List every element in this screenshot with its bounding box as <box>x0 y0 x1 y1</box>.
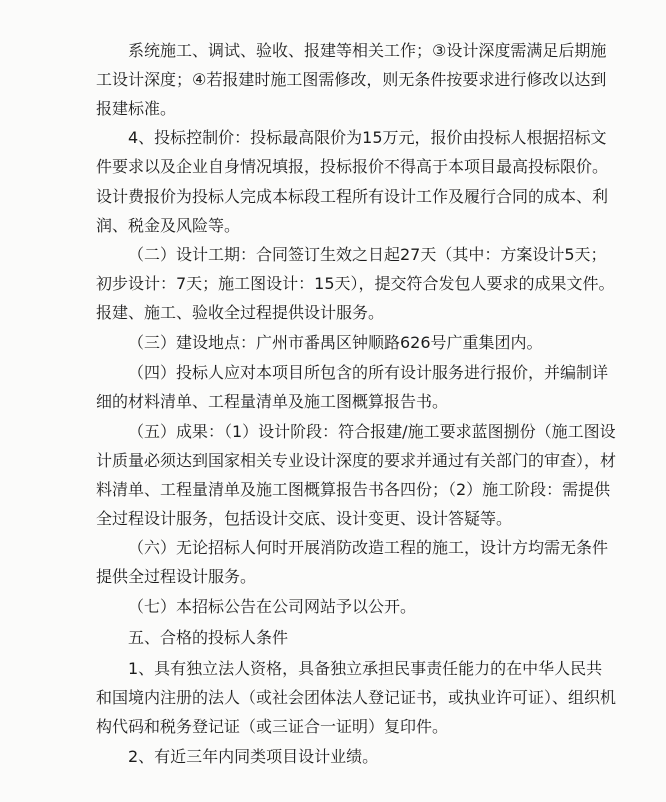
paragraph-public-announcement: （七）本招标公告在公司网站予以公开。 <box>128 597 417 617</box>
paragraph-project-experience: 2、有近三年内同类项目设计业绩。 <box>128 746 379 766</box>
paragraph-legal-person-qualification: 1、具有独立法人资格，具备独立承担民事责任能力的在中华人民共和国境内注册的法人（或社会团体法人登记证书，或执业许可证）、组织机构代码和税务登记证（或三证合一证明）复印件。 <box>96 658 617 736</box>
paragraph-service-quotation: （四）投标人应对本项目所包含的所有设计服务进行报价，并编制详细的材料清单、工程量清单及施工图概算报告书。 <box>96 363 609 412</box>
paragraph-construction-location: （三）建设地点：广州市番禺区钟顺路626号广重集团内。 <box>128 333 543 353</box>
paragraph-full-process-service: （六）无论招标人何时开展消防改造工程的施工，设计方均需无条件提供全过程设计服务。 <box>96 537 609 587</box>
paragraph-bid-control-price: 4、投标控制价：投标最高限价为15万元，报价由投标人根据招标文件要求以及企业自身情况填报，投标报价不得高于本项目最高投标限价。设计费报价为投标人完成本标段工程所有设计工作及履行合同的成本、利润、税金及风险等。 <box>96 128 609 235</box>
paragraph-deliverables: （五）成果：（1）设计阶段：符合报建/施工要求蓝图捌份（施工图设计质量必须达到国家相关专业设计深度的要求并通过有关部门的审查），材料清单、工程量清单及施工图概算报告书各四份；（2）施工阶段：需提供全过程设计服务，包括设计交底、设计变更、设计答疑等。 <box>96 421 617 528</box>
paragraph-design-requirements: 系统施工、调试、验收、报建等相关工作；③设计深度需满足后期施工设计深度；④若报建时施工图需修改，则无条件按要求进行修改以达到报建标准。 <box>96 41 607 119</box>
section-heading-qualified-bidders: 五、合格的投标人条件 <box>128 628 289 648</box>
paragraph-design-schedule: （二）设计工期：合同签订生效之日起27天（其中：方案设计5天；初步设计：7天；施工图设计：15天），提交符合发包人要求的成果文件。报建、施工、验收全过程提供设计服务。 <box>96 244 615 322</box>
